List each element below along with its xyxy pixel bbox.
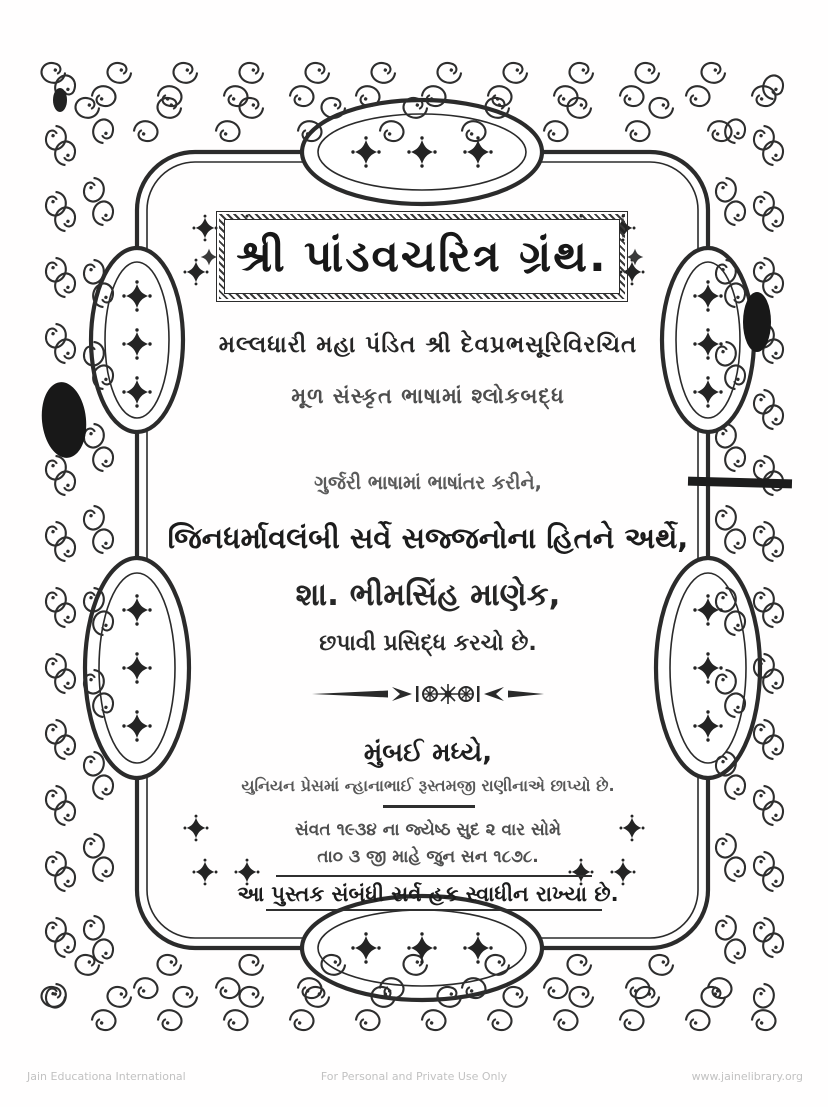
press-line: યુનિયન પ્રેસમાં ન્હાનાભાઈ રૂસ્તમજી રાણીનાએ છાપ્યો છે. — [241, 776, 615, 795]
date-line-samvat: સંવત ૧૯૩૪ ના જ્યેષ્ઠ સુદ ૨ વાર સોમે — [295, 820, 561, 840]
original-language-line: મૂળ સંસ્કૃત ભાષામાં શ્લોકબદ્ધ — [291, 384, 565, 408]
box-ornament-right-icon — [625, 247, 645, 267]
place-line: મુંબઈ મધ્યે, — [363, 738, 493, 768]
footer-center: For Personal and Private Use Only — [320, 1070, 508, 1083]
dedication-line: જિનધર્માવલંબી સર્વે સજ્જનોના હિતને અર્થે, — [167, 521, 689, 555]
arrow-rosette-divider-icon — [308, 681, 548, 707]
book-title: શ્રી પાંડવચરિત્ર ગ્રંથ. — [236, 231, 608, 282]
footer-right: www.jainelibrary.org — [691, 1070, 803, 1083]
rule-above-rights — [276, 875, 592, 877]
rule-below-rights — [266, 909, 602, 911]
box-ornament-left-icon — [199, 247, 219, 267]
rights-reserved-line: આ પુસ્તક સંબંધી સર્વ હક સ્વાધીન રાખ્યા છે. — [237, 882, 619, 906]
author-line: મલ્લધારી મહા પંડિત શ્રી દેવપ્રભસૂરિવિરચિત — [218, 332, 638, 358]
footer-left: Jain Educationa International — [27, 1070, 186, 1083]
rule-under-press-line — [383, 805, 475, 808]
section-divider — [44, 681, 812, 711]
published-line: છપાવી પ્રસિદ્ધ કરચો છે. — [319, 631, 537, 656]
title-box — [216, 211, 628, 302]
publisher-name: શા. ભીમસિંહ માણેક, — [295, 577, 561, 613]
translation-line: ગુર્જરી ભાષામાં ભાષાંતર કરીને, — [314, 472, 542, 494]
date-line-gregorian: તા૦ ૩ જી માહે જુન સન ૧૮૭૮. — [317, 847, 539, 867]
